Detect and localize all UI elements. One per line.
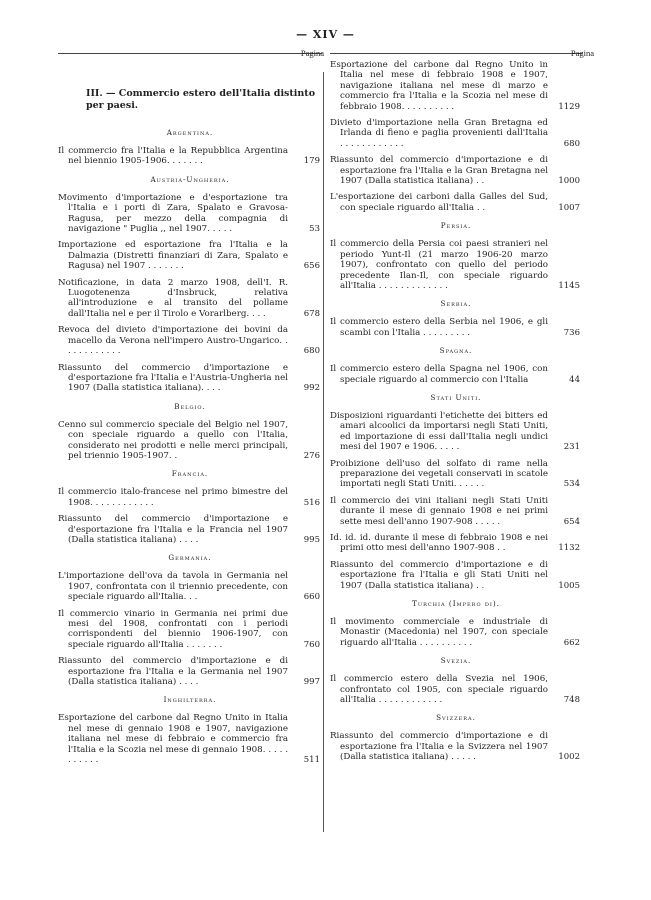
entry-page-number: 760 (303, 639, 320, 650)
entry-text: Il movimento commerciale e industriale di Monastir (Macedonia) nel 1907, con speciale riguardo all'Italia . . . . . . . . . . (330, 617, 548, 648)
category-heading: Svezia. (440, 656, 472, 666)
entry-page-number: 662 (563, 637, 580, 648)
index-entry (330, 155, 582, 186)
entry-page-number: 678 (303, 308, 320, 319)
page-number: — XIV — (296, 28, 355, 41)
category-heading: Francia. (171, 469, 209, 479)
entry-text: Il commercio italo-francese nel primo bimestre del 1908. . . . . . . . . . . . (58, 487, 288, 508)
category-heading: Argentina. (166, 128, 214, 137)
entry-page-number: 736 (563, 327, 580, 338)
entry-text: Divieto d'importazione nella Gran Bretagna ed Irlanda di fieno e paglia provenienti dall'Italia . . . . . . . . . . . . (330, 118, 548, 149)
entry-page-number: 660 (303, 592, 320, 603)
index-entry (58, 193, 322, 235)
category-heading: Austria-Ungheria. (150, 174, 230, 184)
entry-text: Disposizioni riguardanti l'etichette dei bitters ed amari alcoolici da importarsi negli Stati Uniti, ed importazione di essi dall'Italia negli undici mesi del 1907 e 1906. . . . . (330, 410, 548, 453)
entry-page-number: 1132 (558, 543, 580, 554)
entry-text: Esportazione del carbone dal Regno Unito in Italia nel mese di gennaio 1908 e 1907, navigazione italiana nel mese di febbraio e commercio fra l'Italia e la Scozia nel mese di gennaio 1908. . . . . . . . . . . (58, 713, 288, 766)
entry-text: L'esportazione dei carboni dalla Galles del Sud, con speciale riguardo all'Italia . . (330, 192, 548, 213)
left-column (58, 48, 324, 771)
right-column (330, 48, 594, 769)
entry-text: Riassunto del commercio d'importazione e d'esportazione fra l'Italia e la Francia nel 1907 (Dalla statistica italiana) . . . . (58, 514, 288, 545)
entry-page-number: 1000 (558, 176, 580, 187)
entry-text: Il commercio dei vini italiani negli Stati Uniti durante il mese di gennaio 1908 e nei primi sette mesi dell'anno 1907-908 . . . . . (330, 495, 548, 527)
index-entry (330, 731, 582, 762)
entry-text: Il commercio estero della Spagna nel 1906, con speciale riguardo al commercio con l'Italia (330, 364, 548, 385)
entry-page-number: 997 (303, 677, 320, 688)
entry-page-number: 654 (563, 516, 580, 527)
index-entry (58, 713, 322, 765)
entry-text: Movimento d'importazione e d'esportazione tra l'Italia e i porti di Zara, Spalato e Gravosa-Ragusa, per mezzo della compagnia di navigazione " Puglia ,, nel 1907. . . . . (58, 192, 288, 235)
category-heading: Inghilterra. (163, 695, 217, 705)
entry-page-number: 44 (569, 374, 580, 385)
entry-text: Il commercio della Persia coi paesi stranieri nel periodo Yunt-Il (21 marzo 1906-20 marzo 1907), confrontato con quello del periodo precedente Ilan-Il, con speciale riguardo all'Italia . . . . . . . . . . . . . (330, 239, 548, 291)
index-entry (330, 459, 582, 490)
entry-page-number: 276 (303, 450, 320, 461)
entry-page-number: 516 (303, 497, 320, 508)
entry-text: Revoca del divieto d'importazione dei bovini da macello da Verona nell'impero Austro-Ungarico. . . . . . . . . . . . (58, 325, 288, 357)
index-entry (330, 560, 582, 591)
entry-text: Importazione ed esportazione fra l'Italia e la Dalmazia (Distretti finanziari di Zara, Spalato e Ragusa) nel 1907 . . . . . . . (58, 240, 288, 272)
index-entry (58, 571, 322, 602)
entry-page-number: 1002 (558, 752, 580, 763)
entry-text: Riassunto del commercio d'importazione e di esportazione fra l'Italia e la Gran Bretagna nel 1907 (Dalla statistica italiana) . . (330, 155, 548, 187)
index-entry (330, 674, 582, 705)
index-entry (330, 60, 582, 112)
index-entry (58, 240, 322, 271)
entry-page-number: 511 (303, 755, 320, 766)
index-entry (58, 278, 322, 320)
entry-page-number: 656 (303, 261, 320, 272)
index-entry (330, 364, 582, 385)
category-heading: Stati Uniti. (430, 392, 482, 402)
entry-text: Il commercio vinario in Germania nei primi due mesi del 1908, confrontati con i periodi corrispondenti del biennio 1906-1907, con speciale riguardo all'Italia . . . . . . . (58, 608, 288, 650)
index-entry (58, 656, 322, 687)
entry-page-number: 179 (303, 156, 320, 167)
entry-text: Riassunto del commercio d'importazione e di esportazione fra l'Italia e la Svizzera nel 1907 (Dalla statistica italiana) . . . . . (330, 731, 548, 763)
entry-text: Il commercio estero della Svezia nel 1906, confrontato col 1905, con speciale riguardo all'Italia . . . . . . . . . . . . (330, 674, 548, 706)
left-entries (58, 128, 322, 765)
entry-page-number: 1007 (558, 202, 580, 213)
index-entry (330, 317, 582, 338)
index-entry (58, 609, 322, 651)
entry-page-number: 1145 (558, 280, 580, 291)
header-rule-right (330, 53, 582, 54)
category-heading: Spagna. (439, 346, 473, 356)
category-heading: Turchia (Impero di). (412, 599, 500, 609)
entry-page-number: 992 (303, 383, 320, 394)
column-divider (323, 72, 324, 832)
header-rule-left (58, 53, 322, 54)
index-entry (58, 514, 322, 545)
category-heading: Serbia. (440, 299, 472, 309)
category-heading: Belgio. (174, 401, 206, 411)
section-title: III. — Commercio estero dell'Italia distinto per paesi. (86, 88, 316, 111)
entry-text: Cenno sul commercio speciale del Belgio nel 1907, con speciale riguardo a quello con l'Italia, considerato nei prodotti e nelle merci principali, pel triennio 1905-1907. . (58, 419, 288, 461)
entry-text: Il commercio estero della Serbia nel 1906, e gli scambi con l'Italia . . . . . . . . . (330, 317, 548, 338)
category-heading: Germania. (168, 553, 212, 563)
entry-page-number: 231 (563, 442, 580, 453)
entry-page-number: 995 (303, 534, 320, 545)
index-entry (58, 487, 322, 508)
entry-page-number: 680 (303, 346, 320, 357)
category-heading: Persia. (440, 221, 472, 231)
entry-text: Il commercio fra l'Italia e la Repubblica Argentina nel biennio 1905-1906. . . . . . . (58, 146, 288, 167)
entry-page-number: 534 (563, 479, 580, 490)
category-heading: Svizzera. (436, 713, 476, 723)
index-entry (330, 192, 582, 213)
entry-page-number: 748 (563, 695, 580, 706)
entry-text: Esportazione del carbone dal Regno Unito in Italia nel mese di febbraio 1908 e 1907, navigazione italiana nel mese di marzo e commercio fra l'Italia e la Scozia nel mese di febbraio 1908. . . . . . . . . . (330, 60, 548, 112)
index-entry (58, 363, 322, 394)
index-entry (58, 146, 322, 167)
entry-text: Proibizione dell'uso del solfato di rame nella preparazione dei vegetali conservati in scatole importati negli Stati Uniti. . . . . . (330, 458, 548, 490)
entry-text: Notificazione, in data 2 marzo 1908, dell'I. R. Luogotenenza d'Insbruck, relativa all'introduzione e al transito del pollame dall'Italia nel e per il Tirolo e Vorarlberg. . . . (58, 277, 288, 319)
index-entry (58, 325, 322, 356)
column-header-pagina: Pagina (570, 48, 594, 58)
entry-page-number: 1005 (558, 580, 580, 591)
index-entry (58, 420, 322, 462)
index-entry (330, 239, 582, 291)
entry-text: Riassunto del commercio d'importazione e di esportazione fra l'Italia e gli Stati Uniti nel 1907 (Dalla statistica italiana) . . (330, 559, 548, 591)
entry-text: Riassunto del commercio d'importazione e di esportazione fra l'Italia e la Germania nel 1907 (Dalla statistica italiana) . . . . (58, 656, 288, 688)
index-entry (330, 411, 582, 453)
entry-page-number: 680 (563, 138, 580, 149)
entry-text: Riassunto del commercio d'importazione e d'esportazione fra l'Italia e l'Austria-Ungheria nel 1907 (Dalla statistica italiana). . . . (58, 362, 288, 394)
entry-text: L'importazione dell'ova da tavola in Germania nel 1907, confrontata con il triennio precedente, con speciale riguardo all'Italia. . . (58, 571, 288, 603)
index-entry (330, 617, 582, 648)
index-entry (330, 533, 582, 554)
entry-text: Id. id. id. durante il mese di febbraio 1908 e nei primi otto mesi dell'anno 1907-908 . . (330, 533, 548, 554)
index-entry (330, 118, 582, 149)
entry-page-number: 53 (309, 224, 320, 235)
index-entry (330, 496, 582, 527)
column-header-pagina: Pagina (300, 48, 324, 58)
entry-page-number: 1129 (558, 101, 580, 112)
right-entries (330, 60, 582, 763)
